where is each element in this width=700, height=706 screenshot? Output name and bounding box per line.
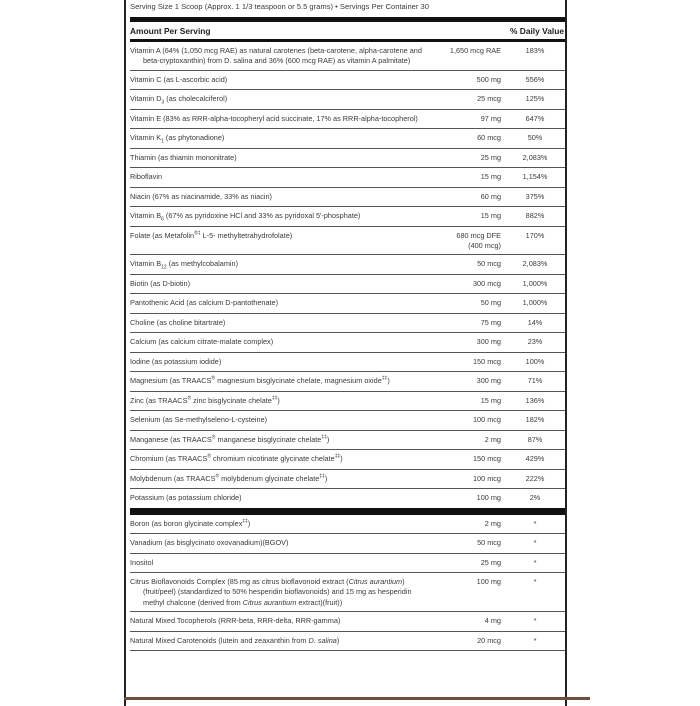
nutrient-row — [130, 353, 565, 373]
amount-value: 300 mg — [476, 376, 501, 386]
nutrient-name-part: Magnesium (as TRAACS — [130, 376, 212, 386]
amount-value: 100 mcg — [473, 473, 501, 483]
nutrient-name-part: 1 — [161, 138, 164, 145]
nutrient-amount — [429, 279, 501, 289]
nutrient-amount — [429, 337, 501, 347]
amount-value: 100 mg — [476, 577, 501, 587]
nutrient-name-part: manganese bisglycinate chelate — [215, 434, 322, 444]
nutrient-row — [130, 392, 565, 412]
other-ingredient-list — [130, 515, 565, 651]
nutrient-amount — [429, 493, 501, 503]
nutrient-name — [130, 577, 429, 608]
nutrient-name-part: Manganese (as TRAACS — [130, 434, 212, 444]
amount-value: 500 mg — [476, 74, 501, 84]
nutrient-name-part: Natural Mixed Carotenoids (lutein and zeaxanthin from — [130, 635, 309, 645]
nutrient-amount — [429, 133, 501, 143]
nutrient-row — [130, 227, 565, 256]
nutrient-row — [130, 71, 565, 91]
daily-value: 647% — [525, 113, 545, 123]
nutrient-row — [130, 255, 565, 275]
nutrient-name-part: ®‡ — [194, 230, 201, 237]
amount-value: 2 mg — [484, 434, 501, 444]
daily-value: 2% — [529, 493, 541, 503]
daily-value: * — [533, 616, 537, 626]
nutrient-amount — [429, 396, 501, 406]
nutrient-name-part: (67% as pyridoxine HCl and 33% as pyridoxal 5'-phosphate) — [163, 211, 361, 221]
amount-value: 25 mg — [480, 152, 501, 162]
amount-value: 20 mcg — [477, 635, 501, 645]
nutrient-row — [130, 110, 565, 130]
nutrient-name-part: Vanadium (as bisglycinato oxovanadium)(BGOV) — [130, 538, 289, 548]
nutrient-name — [130, 376, 429, 386]
nutrient-name-part: Thiamin (as thiamin mononitrate) — [130, 152, 237, 162]
nutrient-name-part: Choline (as choline bitartrate) — [130, 317, 226, 327]
amount-value: 50 mg — [480, 298, 501, 308]
daily-value: * — [533, 635, 537, 645]
amount-value: 15 mg — [480, 211, 501, 221]
nutrient-name — [130, 318, 429, 328]
nutrient-name-part: Citrus Bioflavonoids Complex (85 mg as citrus bioflavonoid extract ( — [130, 577, 349, 587]
nutrient-row — [130, 489, 565, 509]
nutrient-name-part: Selenium (as Se-methylseleno-L-cysteine) — [130, 415, 268, 425]
nutrient-name-part: Folate (as Metafolin — [130, 230, 195, 240]
nutrient-name-part: Molybdenum (as TRAACS — [130, 473, 216, 483]
nutrient-amount — [429, 415, 501, 425]
nutrient-name-part: Boron (as boron glycinate complex — [130, 518, 243, 528]
nutrient-name-part: ) — [402, 577, 405, 587]
amount-value: 150 mcg — [473, 454, 501, 464]
nutrient-list — [130, 42, 565, 509]
nutrient-name-part: 3 — [161, 99, 165, 106]
nutrient-name-part: ) — [340, 454, 343, 464]
nutrient-name-part: methyl chalcone (derived from — [143, 597, 243, 607]
daily-value: 87% — [527, 434, 543, 444]
amount-value: 25 mg — [480, 557, 501, 567]
nutrient-amount — [429, 46, 501, 56]
daily-value: 100% — [525, 356, 545, 366]
nutrient-name-part: ® — [187, 395, 192, 402]
nutrient-name — [130, 133, 429, 143]
amount-value: 2 mg — [484, 518, 501, 528]
daily-value: 183% — [525, 46, 545, 55]
nutrient-row — [130, 470, 565, 490]
nutrient-name-part: ) — [326, 434, 330, 444]
nutrient-row — [130, 534, 565, 554]
amount-per-serving-heading: Amount Per Serving — [130, 25, 211, 36]
nutrient-row — [130, 515, 565, 535]
nutrient-name-part: ) — [336, 635, 340, 645]
daily-value: 1,154% — [522, 172, 548, 182]
nutrient-name-part: 12 — [161, 264, 167, 271]
nutrient-name-part: (as cholecalciferol) — [164, 94, 228, 104]
daily-value: 14% — [527, 317, 543, 327]
daily-value: 23% — [527, 337, 543, 347]
daily-value: 50% — [527, 133, 543, 143]
nutrient-name-part: ) — [387, 376, 390, 386]
nutrient-name-part: extract)(fruit)) — [296, 597, 343, 607]
nutrient-name — [130, 558, 429, 568]
daily-value: 222% — [525, 473, 545, 483]
nutrient-amount — [429, 231, 501, 252]
nutrient-row — [130, 90, 565, 110]
table-header — [130, 22, 565, 39]
nutrient-name — [130, 493, 429, 503]
nutrient-name-part: Vitamin D — [130, 94, 162, 104]
daily-value: 1,000% — [522, 298, 548, 308]
amount-value-secondary: (400 mcg) — [468, 240, 501, 250]
daily-value: 170% — [525, 230, 545, 240]
nutrient-amount — [429, 94, 501, 104]
nutrient-name-part: Potassium (as potassium chloride) — [130, 493, 242, 503]
nutrient-name — [130, 46, 429, 67]
nutrient-name-part: 6 — [161, 216, 164, 223]
nutrient-name-part: Inositol — [130, 557, 154, 567]
nutrient-name — [130, 259, 429, 269]
daily-value: * — [533, 577, 537, 587]
nutrient-row — [130, 612, 565, 632]
nutrient-name — [130, 337, 429, 347]
nutrient-name-part: ) — [277, 395, 280, 405]
nutrient-name-part: Vitamin B — [130, 259, 162, 269]
nutrient-amount — [429, 435, 501, 445]
amount-value: 300 mcg — [473, 278, 501, 288]
daily-value: 882% — [525, 211, 545, 221]
amount-value: 75 mg — [480, 317, 501, 327]
supplement-facts-panel — [124, 0, 567, 706]
nutrient-name — [130, 616, 429, 626]
nutrient-row — [130, 275, 565, 295]
nutrient-amount — [429, 519, 501, 529]
daily-value: 429% — [525, 454, 545, 464]
nutrient-name-part: ® — [211, 375, 216, 382]
amount-value: 15 mg — [480, 172, 501, 182]
daily-value: 136% — [525, 395, 545, 405]
nutrient-amount — [429, 376, 501, 386]
amount-value: 150 mcg — [473, 356, 501, 366]
nutrient-name-part: Calcium (as calcium citrate-malate complex) — [130, 337, 274, 347]
amount-value: 60 mcg — [477, 133, 501, 143]
nutrient-name — [130, 114, 429, 124]
amount-value: 97 mg — [480, 113, 501, 123]
nutrient-name-part: Citrus aurantium — [242, 597, 297, 607]
nutrient-row — [130, 207, 565, 227]
nutrient-name-part: L-5- methyltetrahydrofolate) — [200, 230, 293, 240]
amount-value: 100 mg — [476, 493, 501, 503]
nutrient-name-part: ® — [207, 453, 211, 460]
nutrient-amount — [429, 318, 501, 328]
nutrient-amount — [429, 192, 501, 202]
nutrient-name-part: magnesium bisglycinate chelate, magnesium oxide — [215, 376, 382, 386]
amount-value: 680 mcg DFE — [456, 230, 501, 240]
daily-value: 375% — [525, 191, 545, 201]
nutrient-name-part: Vitamin A (64% (1,050 mcg RAE) as natural carotenes (beta-carotene, alpha-carotene and — [130, 46, 422, 55]
nutrient-amount — [429, 211, 501, 221]
nutrient-row — [130, 333, 565, 353]
amount-value: 60 mg — [480, 191, 501, 201]
nutrient-amount — [429, 454, 501, 464]
nutrient-amount — [429, 538, 501, 548]
nutrient-name — [130, 75, 429, 85]
nutrient-name-part: Biotin (as D-biotin) — [130, 278, 191, 288]
nutrient-name-part: ® — [215, 473, 220, 480]
daily-value-heading: % Daily Value — [510, 25, 564, 36]
daily-value: * — [533, 538, 537, 548]
nutrient-amount — [429, 298, 501, 308]
nutrient-name — [130, 153, 429, 163]
nutrient-name — [130, 415, 429, 425]
nutrient-row — [130, 42, 565, 71]
nutrient-name — [130, 279, 429, 289]
nutrient-amount — [429, 75, 501, 85]
amount-value: 25 mcg — [477, 94, 501, 104]
nutrient-row — [130, 314, 565, 334]
nutrient-name-part: Niacin (67% as niacinamide, 33% as niacin) — [130, 191, 272, 201]
nutrient-amount — [429, 616, 501, 626]
nutrient-name-part: zinc bisglycinate chelate — [191, 395, 272, 405]
nutrient-name-part: ‡‡ — [319, 473, 325, 480]
amount-value: 15 mg — [480, 395, 501, 405]
nutrient-amount — [429, 357, 501, 367]
nutrient-name-part: Vitamin K — [130, 133, 162, 143]
section-divider — [130, 508, 565, 515]
nutrient-name-part: chromium nicotinate glycinate chelate — [211, 454, 335, 464]
nutrient-name-part: ) — [247, 518, 251, 528]
nutrient-row — [130, 450, 565, 470]
nutrient-row — [130, 411, 565, 431]
serving-size-line: Serving Size 1 Scoop (Approx. 1 1/3 teaspoon or 5.5 grams) • Servings Per Container 30 — [130, 2, 429, 11]
nutrient-row — [130, 372, 565, 392]
daily-value: 1,000% — [522, 278, 548, 288]
amount-value: 1,650 mcg RAE — [449, 46, 501, 55]
nutrient-name — [130, 94, 429, 104]
nutrient-name — [130, 474, 429, 484]
nutrient-name-part: Citrus aurantium — [348, 577, 403, 587]
nutrient-name-part: ® — [211, 434, 216, 441]
amount-value: 4 mg — [484, 616, 501, 626]
nutrient-name-part: Vitamin C (as L-ascorbic acid) — [130, 74, 228, 84]
daily-value: 2,083% — [522, 259, 548, 269]
nutrient-name — [130, 636, 429, 646]
nutrient-name — [130, 454, 429, 464]
nutrient-name-part: Chromium (as TRAACS — [130, 454, 208, 464]
nutrient-amount — [429, 172, 501, 182]
nutrient-row — [130, 573, 565, 612]
nutrient-name-part: ‡‡ — [334, 453, 341, 460]
nutrient-name-part: ‡‡ — [242, 518, 248, 525]
daily-value: 556% — [525, 74, 545, 84]
nutrient-name-part: ‡‡ — [271, 395, 278, 402]
amount-value: 50 mcg — [477, 259, 501, 269]
nutrient-name-continued: beta-cryptoxanthin) from D. salina and 36% (600 mcg RAE) as vitamin A palmitate) — [143, 56, 411, 66]
nutrient-row — [130, 168, 565, 188]
daily-value: 125% — [525, 94, 545, 104]
nutrient-name — [130, 211, 429, 221]
nutrient-name-continued — [130, 598, 423, 608]
nutrient-name — [130, 231, 429, 241]
nutrient-name-continued: (fruit/peel) (standardized to 50% hesperidin bioflavonoids) and 15 mg as hesperidin — [143, 587, 412, 597]
nutrient-name-part: Riboflavin — [130, 172, 163, 182]
amount-value: 100 mcg — [473, 415, 501, 425]
daily-value: 71% — [527, 376, 543, 386]
nutrient-name — [130, 538, 429, 548]
daily-value: * — [533, 557, 537, 567]
nutrient-amount — [429, 636, 501, 646]
nutrient-name-part: Vitamin E (83% as RRR-alpha-tocopheryl acid succinate, 17% as RRR-alpha-tocopherol) — [130, 113, 418, 123]
nutrient-name — [130, 396, 429, 406]
nutrient-name-part: (as methylcobalamin) — [166, 259, 239, 269]
nutrient-name-part: ) — [324, 473, 328, 483]
nutrient-name — [130, 172, 429, 182]
daily-value: 182% — [525, 415, 545, 425]
nutrient-amount — [429, 153, 501, 163]
nutrient-name — [130, 435, 429, 445]
nutrient-name-part: ‡‡ — [321, 434, 327, 441]
nutrient-name-part: Zinc (as TRAACS — [130, 395, 188, 405]
nutrient-row — [130, 632, 565, 652]
daily-value: * — [533, 518, 537, 528]
nutrient-name — [130, 192, 429, 202]
amount-value: 300 mg — [476, 337, 501, 347]
nutrient-amount — [429, 114, 501, 124]
daily-value: 2,083% — [522, 152, 548, 162]
nutrient-name-part: ‡‡ — [381, 375, 388, 382]
nutrient-amount — [429, 577, 501, 587]
nutrient-row — [130, 431, 565, 451]
nutrient-name — [130, 298, 429, 308]
nutrient-row — [130, 554, 565, 574]
nutrient-name-part: (as phytonadione) — [163, 133, 225, 143]
nutrient-name-part: D. salina — [308, 635, 337, 645]
nutrient-row — [130, 149, 565, 169]
nutrient-name-part: Iodine (as potassium iodide) — [130, 356, 222, 366]
nutrient-row — [130, 129, 565, 149]
nutrient-name-part: Natural Mixed Tocopherols (RRR-beta, RRR-delta, RRR-gamma) — [130, 616, 341, 626]
nutrient-amount — [429, 474, 501, 484]
nutrient-name-part: Vitamin B — [130, 211, 162, 221]
nutrient-row — [130, 294, 565, 314]
nutrient-name-part: Pantothenic Acid (as calcium D-pantothenate) — [130, 298, 279, 308]
nutrient-row — [130, 188, 565, 208]
nutrient-name — [130, 519, 429, 529]
nutrient-name — [130, 357, 429, 367]
nutrient-name-part: molybdenum glycinate chelate — [219, 473, 320, 483]
nutrient-amount — [429, 558, 501, 568]
amount-value: 50 mcg — [477, 538, 501, 548]
nutrient-amount — [429, 259, 501, 269]
